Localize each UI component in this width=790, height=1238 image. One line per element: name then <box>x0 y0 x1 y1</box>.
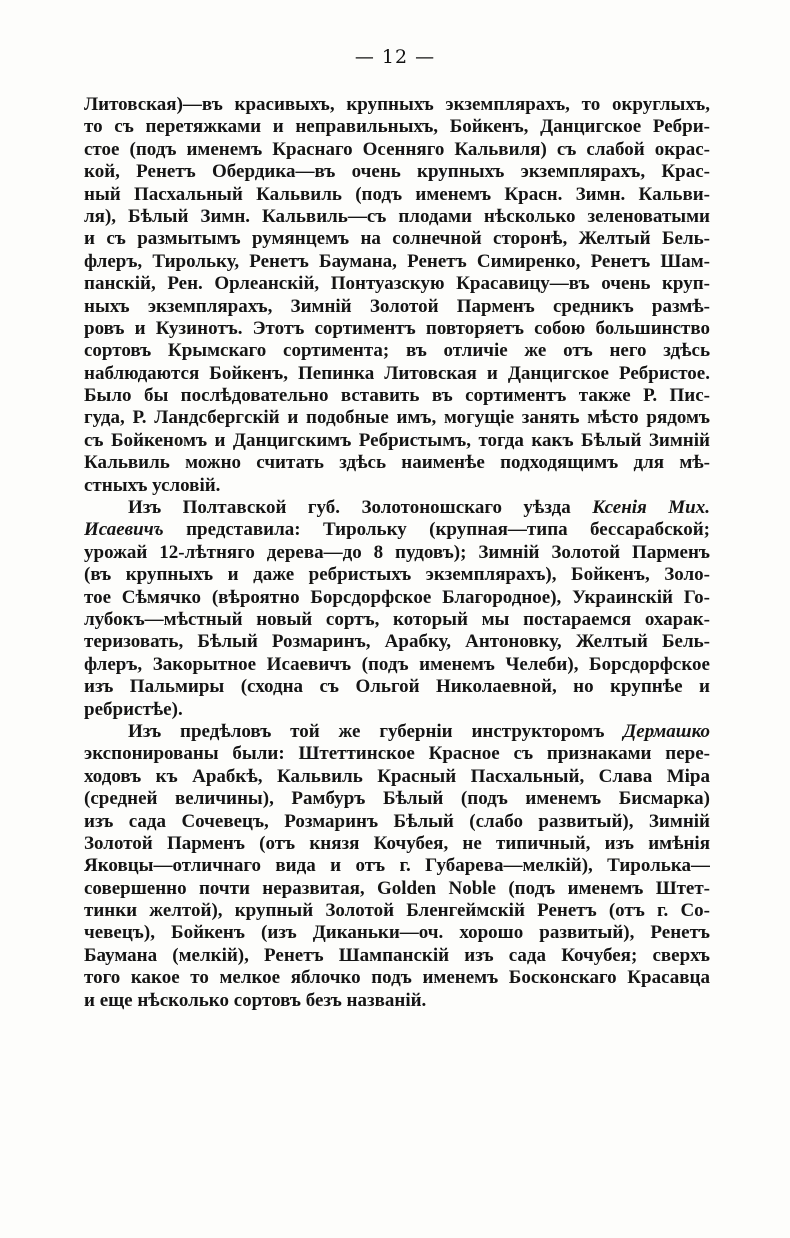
text-line: Изъ Полтавской губ. Золотоношскаго уѣзда Ксенія Мих. <box>128 497 710 519</box>
text-line: наблюдаются Бойкенъ, Пепинка Литовская и Данцигское Ребристое. <box>84 362 710 384</box>
text-line: Изъ предѣловъ той же губерніи инструкторомъ Дермашко <box>128 720 710 742</box>
text-line: того какое то мелкое яблочко подъ именемъ Босконскаго Красавца <box>84 967 710 989</box>
text-line: урожай 12-лѣтняго дерева—до 8 пудовъ); Зимній Золотой Парменъ <box>84 541 710 563</box>
text-line: флеръ, Тирольку, Ренетъ Баумана, Ренетъ Симиренко, Ренетъ Шам- <box>84 250 710 272</box>
text-line: и еще нѣсколько сортовъ безъ названій. <box>84 989 427 1011</box>
text-line: (въ крупныхъ и даже ребристыхъ экземплярахъ), Бойкенъ, Золо- <box>84 564 710 586</box>
text-line: изъ Пальмиры (сходна съ Ольгой Николаевной, но крупнѣе и <box>84 676 710 698</box>
text-line: (средней величины), Рамбуръ Бѣлый (подъ именемъ Бисмарка) <box>84 788 710 810</box>
text-line: тинки желтой), крупный Золотой Бленгеймскій Ренетъ (отъ г. Со- <box>84 900 710 922</box>
text-line: гуда, Р. Ландсбергскій и подобные имъ, могущіе занять мѣсто рядомъ <box>84 407 710 429</box>
text-line: ный Пасхальный Кальвиль (подъ именемъ Красн. Зимн. Кальви- <box>84 183 710 205</box>
text-line: стое (подъ именемъ Краснаго Осенняго Кальвиля) съ слабой окрас- <box>84 138 710 160</box>
paragraph <box>84 497 710 721</box>
text-line: Яковцы—отличнаго вида и отъ г. Губарева—мелкій), Тиролька— <box>84 855 710 877</box>
text-line: панскій, Рен. Орлеанскій, Понтуазскую Красавицу—въ очень круп- <box>84 273 710 295</box>
text-line: тое Сѣмячко (вѣроятно Борсдорфское Благородное), Украинскій Го- <box>84 586 710 608</box>
text-line: ныхъ экземплярахъ, Зимній Золотой Парменъ средникъ размѣ- <box>84 295 710 317</box>
page-number: — 12 — <box>354 46 436 68</box>
text-line: стныхъ условій. <box>84 474 221 496</box>
text-line: Золотой Парменъ (отъ князя Кочубея, не типичный, изъ имѣнія <box>84 832 710 854</box>
text-line: теризовать, Бѣлый Розмаринъ, Арабку, Антоновку, Желтый Бель- <box>84 631 710 653</box>
text-line: кой, Ренетъ Обердика—въ очень крупныхъ экземплярахъ, Крас- <box>84 161 710 183</box>
text-line: ребристѣе). <box>84 698 183 720</box>
paragraph <box>84 94 710 497</box>
body-text <box>84 94 710 1012</box>
paragraph <box>84 721 710 1012</box>
text-line: ходовъ къ Арабкѣ, Кальвиль Красный Пасхальный, Слава Міра <box>84 765 710 787</box>
text-line: и съ размытымъ румянцемъ на солнечной сторонѣ, Желтый Бель- <box>84 228 710 250</box>
text-line: лубокъ—мѣстный новый сортъ, который мы постараемся охарак- <box>84 608 710 630</box>
text-line: Исаевичъ представила: Тирольку (крупная—типа бессарабской; <box>84 519 710 541</box>
text-line: Литовская)—въ красивыхъ, крупныхъ экземплярахъ, то округлыхъ, <box>84 94 710 115</box>
text-line: то съ перетяжками и неправильныхъ, Бойкенъ, Данцигское Ребри- <box>84 116 710 138</box>
text-line: ля), Бѣлый Зимн. Кальвиль—съ плодами нѣсколько зеленоватыми <box>84 205 710 227</box>
text-line: совершенно почти неразвитая, Golden Noble (подъ именемъ Штет- <box>84 877 710 899</box>
text-line: экспонированы были: Штеттинское Красное съ признаками пере- <box>84 743 710 765</box>
text-line: сортовъ Крымскаго сортимента; въ отличіе же отъ него здѣсь <box>84 340 710 362</box>
text-line: флеръ, Закорытное Исаевичъ (подъ именемъ Челеби), Борсдорфское <box>84 653 710 675</box>
text-line: Кальвиль можно считать здѣсь наименѣе подходящимъ для мѣ- <box>84 452 710 474</box>
text-line: ровъ и Кузинотъ. Этотъ сортиментъ повторяетъ собою большинство <box>84 317 710 339</box>
text-line: Баумана (мелкій), Ренетъ Шампанскій изъ сада Кочубея; сверхъ <box>84 944 710 966</box>
text-line: съ Бойкеномъ и Данцигскимъ Ребристымъ, тогда какъ Бѣлый Зимній <box>84 429 710 451</box>
text-line: изъ сада Сочевецъ, Розмаринъ Бѣлый (слабо развитый), Зимній <box>84 810 710 832</box>
text-line: Было бы послѣдовательно вставить въ сортиментъ также Р. Пис- <box>84 385 710 407</box>
text-line: чевецъ), Бойкенъ (изъ Диканьки—оч. хорошо развитый), Ренетъ <box>84 922 710 944</box>
